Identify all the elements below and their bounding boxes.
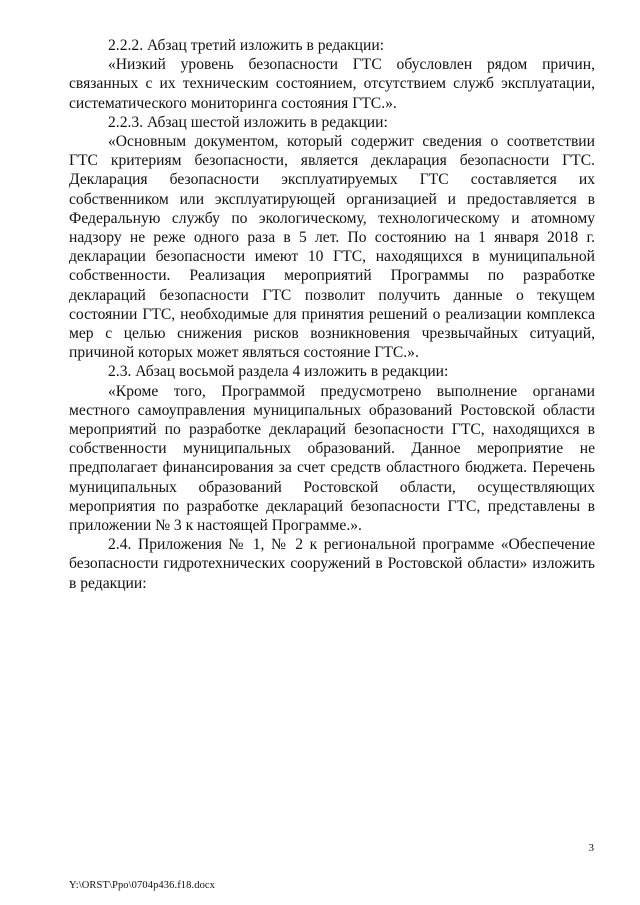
page-number: 3 <box>588 842 594 854</box>
paragraph-2-2-2-heading: 2.2.2. Абзац третий изложить в редакции: <box>108 37 385 54</box>
paragraph-2-2-2-text: «Низкий уровень безопасности ГТС обусловлен рядом причин, связанных с их техническим состоянием, отсутствием служб эксплуатации, систематического мониторинга состояния ГТС.». <box>69 56 595 112</box>
paragraph-2-4-text: 2.4. Приложения № 1, № 2 к региональной программе «Обеспечение безопасности гидротехнических сооружений в Ростовской области» изложить в редакции: <box>69 536 595 592</box>
paragraph-2-2-3-text: «Основным документом, который содержит сведения о соответствии ГТС критериям безопасности, является декларация безопасности ГТС. Декларация безопасности эксплуатируемых ГТС составляется их собственником или эксплуатирующей организацией и предоставляется в Федеральную службу по экологическому, технологическому и атомному надзору не реже одного раза в 5 лет. По состоянию на 1 января 2018 г. декларации безопасности имеют 10 ГТС, находящихся в муниципальной собственности. Реализация мероприятий Программы по разработке деклараций безопасности ГТС позволит получить данные о текущем состоянии ГТС, необходимые для принятия решений о реализации комплекса мер с целью снижения рисков возникновения чрезвычайных ситуаций, причиной которых может являться состояние ГТС.». <box>69 133 595 362</box>
paragraph-2-3-text: «Кроме того, Программой предусмотрено выполнение органами местного самоуправления муниципальных образований Ростовской области мероприятий по разработке деклараций безопасности ГТС, находящихся в собственности муниципальных образований. Данное мероприятие не предполагает финансирования за счет средств областного бюджета. Перечень муниципальных образований Ростовской области, осуществляющих мероприятия по разработке деклараций безопасности ГТС, представлены в приложении № 3 к настоящей Программе.». <box>69 382 595 535</box>
paragraph-2-2-3-heading: 2.2.3. Абзац шестой изложить в редакции: <box>108 113 388 131</box>
paragraph-2-3-heading: 2.3. Абзац восьмой раздела 4 изложить в редакции: <box>108 363 449 381</box>
footer-file-path: Y:\ORST\Ppo\0704p436.f18.docx <box>69 880 216 891</box>
document-body <box>69 36 595 593</box>
